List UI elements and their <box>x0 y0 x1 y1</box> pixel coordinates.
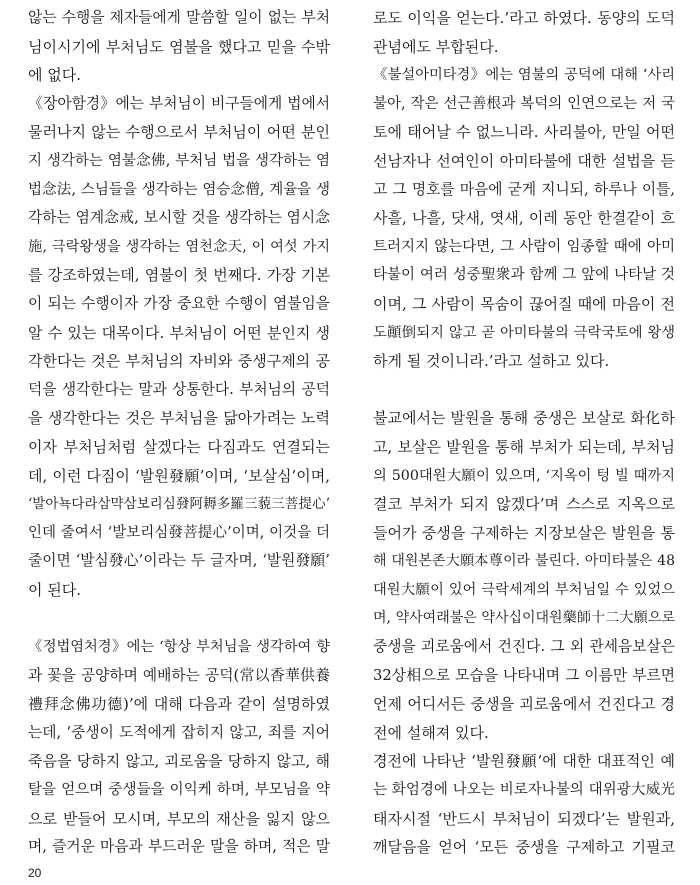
text-line: 《장아함경》에는 부처님이 비구들에게 법에서 <box>28 94 330 112</box>
right-paragraph-2 <box>373 61 675 376</box>
text-line: 법念法, 스님들을 생각하는 염승念僧, 계율을 생 <box>28 181 330 198</box>
text-line: 을 생각한다는 것은 부처님을 닮아가려는 노력 <box>28 409 330 428</box>
text-line: 탈을 얻으며 중생들을 이익케 하며, 부모님을 약 <box>28 782 330 799</box>
text-line: 알 수 있는 대목이다. 부처님이 어떤 분인지 생 <box>28 323 330 342</box>
right-paragraph-3 <box>373 404 675 747</box>
text-line: 하게 될 것이니라.’라고 설하고 있다. <box>373 352 610 371</box>
page-number: 20 <box>28 866 42 880</box>
text-line: 로도 이익을 얻는다.’라고 하였다. 동양의 도덕 <box>373 9 675 27</box>
text-line: 이 된다. <box>28 580 82 599</box>
text-line: 고 그 명호를 마음에 굳게 지니되, 하루나 이틀, <box>373 180 675 198</box>
left-column <box>28 4 330 862</box>
text-line: 물러나지 않는 수행으로서 부처님이 어떤 분인 <box>28 123 330 142</box>
text-line: 각하는 염계念戒, 보시할 것을 생각하는 염시念 <box>28 209 330 227</box>
right-paragraph-4 <box>373 747 675 861</box>
text-line: 줄이면 ‘발심發心’이라는 두 글자며, ‘발원發願’ <box>28 552 330 570</box>
text-line: 불교에서는 발원을 통해 중생은 보살로 화化하 <box>373 409 675 428</box>
text-line: 으로 받들어 모시며, 부모의 재산을 잃지 않으 <box>28 809 330 828</box>
right-column <box>373 4 675 862</box>
paragraph-gap <box>28 604 330 633</box>
text-line: 트러지지 않는다면, 그 사람이 임종할 때에 아미 <box>373 238 675 255</box>
text-line: 며, 약사여래불은 약사십이대원藥師十二大願으로 <box>373 610 675 627</box>
left-paragraph-3 <box>28 633 330 862</box>
text-line: 들어가 중생을 구제하는 지장보살은 발원을 통 <box>373 523 675 542</box>
text-line: 도顚倒되지 않고 곧 아미타불의 극락국토에 왕생 <box>373 324 675 341</box>
text-line: 깨달음을 얻어 ‘모든 중생을 구제하고 기필코 <box>373 838 675 857</box>
text-line: 는데, ‘중생이 도적에게 잡히지 않고, 죄를 지어 <box>28 723 330 741</box>
text-line: 이 되는 수행이자 가장 중요한 수행이 염불임을 <box>28 294 330 312</box>
text-line: 의 500대원大願이 있으며, ‘지옥이 텅 빌 때까지 <box>373 467 675 484</box>
text-line: 고, 보살은 발원을 통해 부처가 되는데, 부처님 <box>373 437 675 456</box>
text-line: 토에 태어날 수 없느니라. 사리불아, 만일 어떤 <box>373 123 675 142</box>
left-paragraph-2 <box>28 90 330 605</box>
text-line: ‘발아뇩다라삼먁삼보리심發阿耨多羅三藐三菩提心’ <box>28 496 330 513</box>
text-line: 않는 수행을 제자들에게 말씀할 일이 없는 부처 <box>28 9 330 26</box>
text-line: 경전에 나타난 ‘발원發願’에 대한 대표적인 예 <box>373 752 675 771</box>
left-paragraph-1 <box>28 4 330 90</box>
text-line: 결코 부처가 되지 않겠다’며 스스로 지옥으로 <box>373 495 675 514</box>
text-line: 《불설아미타경》에는 염불의 공덕에 대해 ‘사리 <box>373 67 675 84</box>
text-line: 며, 즐거운 마음과 부드러운 말을 하며, 적은 말 <box>28 838 330 856</box>
paragraph-gap <box>373 376 675 405</box>
text-line: 《정법염처경》에는 ‘항상 부처님을 생각하여 향 <box>28 639 330 656</box>
text-line: 관념에도 부합된다. <box>373 37 499 56</box>
text-line: 태자시절 ‘반드시 부처님이 되겠다’는 발원과, <box>373 809 675 828</box>
text-line: 지 생각하는 염불念佛, 부처님 법을 생각하는 염 <box>28 152 330 169</box>
text-line: 대원大願이 있어 극락세계의 부처님일 수 있었으 <box>373 581 675 598</box>
text-line: 에 없다. <box>28 66 82 85</box>
text-line: 중생을 괴로움에서 건진다. 그 외 관세음보살은 <box>373 638 675 656</box>
text-line: 이며, 그 사람이 목숨이 끊어질 때에 마음이 전 <box>373 294 675 313</box>
text-line: 이자 부처님처럼 살겠다는 다짐과도 연결되는 <box>28 437 330 456</box>
text-line: 禮拜念佛功德)’에 대해 다음과 같이 설명하였 <box>28 695 330 714</box>
text-line: 는 화엄경에 나오는 비로자나불의 대위광大威光 <box>373 782 675 799</box>
text-line: 32상相으로 모습을 나타내며 그 이름만 부르면 <box>373 666 675 684</box>
text-line: 사흘, 나흘, 닷새, 엿새, 이레 동안 한결같이 흐 <box>373 209 675 228</box>
text-line: 과 꽃을 공양하며 예배하는 공덕(常以香華供養 <box>28 666 330 684</box>
text-line: 불아, 작은 선근善根과 복덕의 인연으로는 저 국 <box>373 95 675 112</box>
text-line: 각한다는 것은 부처님의 자비와 중생구제의 공 <box>28 352 330 371</box>
text-line: 施, 극락왕생을 생각하는 염천念天, 이 여섯 가지 <box>28 238 330 255</box>
text-line: 선남자나 선여인이 아미타불에 대한 설법을 듣 <box>373 151 675 170</box>
text-line: 데, 이런 다짐이 ‘발원發願’이며, ‘보살심’이며, <box>28 466 330 485</box>
text-line: 덕을 생각한다는 말과 상통한다. 부처님의 공덕 <box>28 380 330 398</box>
text-line: 언제 어디서든 중생을 괴로움에서 건진다고 경 <box>373 695 675 714</box>
text-line: 를 강조하였는데, 염불이 첫 번째다. 가장 기본 <box>28 266 330 285</box>
text-line: 전에 설해져 있다. <box>373 723 489 742</box>
text-line: 님이시기에 부처님도 염불을 했다고 믿을 수밖 <box>28 37 330 56</box>
text-line: 인데 줄여서 ‘발보리심發菩提心’이며, 이것을 더 <box>28 524 330 541</box>
text-line: 죽음을 당하지 않고, 괴로움을 당하지 않고, 해 <box>28 752 330 771</box>
text-line: 타불이 여러 성중聖衆과 함께 그 앞에 나타날 것 <box>373 267 675 284</box>
text-line: 해 대원본존大願本尊이라 불린다. 아미타불은 48 <box>373 553 675 570</box>
right-paragraph-1 <box>373 4 675 61</box>
